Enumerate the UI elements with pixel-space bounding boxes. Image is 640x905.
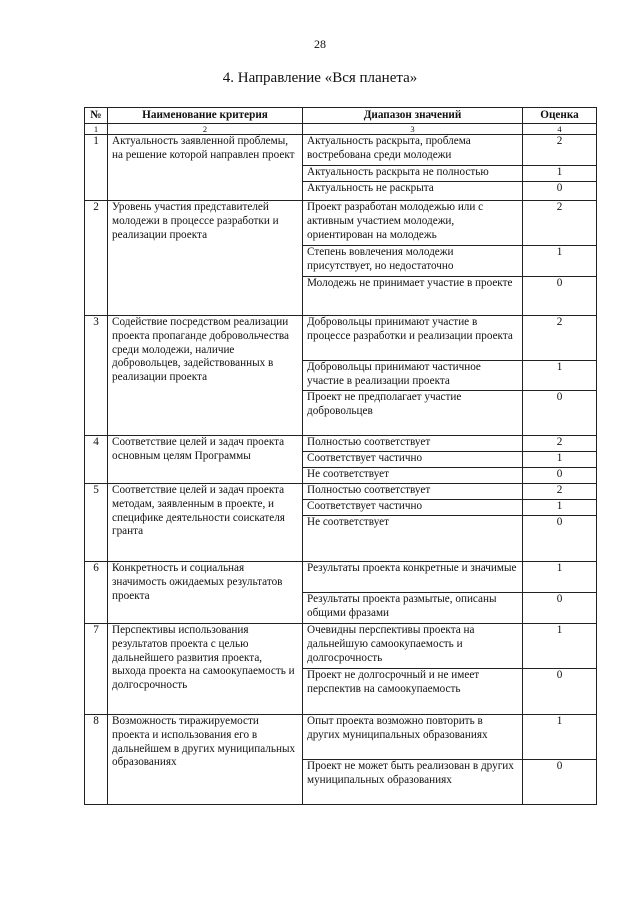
table-row bbox=[85, 135, 597, 166]
criterion-number: 5 bbox=[85, 484, 108, 562]
score-value: 1 bbox=[523, 562, 597, 593]
section-title: 4. Направление «Вся планета» bbox=[222, 70, 418, 86]
score-value: 1 bbox=[523, 715, 597, 760]
criterion-name: Актуальность заявленной проблемы, на решение которой направлен проект bbox=[108, 135, 303, 201]
value-range: Полностью соответствует bbox=[303, 436, 523, 452]
value-range: Актуальность раскрыта, проблема востребована среди молодежи bbox=[303, 135, 523, 166]
value-range: Не соответствует bbox=[303, 468, 523, 484]
column-number: 3 bbox=[303, 124, 523, 135]
score-value: 0 bbox=[523, 182, 597, 201]
header-criterion: Наименование критерия bbox=[108, 108, 303, 124]
criterion-number: 2 bbox=[85, 201, 108, 316]
table-header-row bbox=[85, 108, 597, 124]
criterion-name: Соответствие целей и задач проекта методам, заявленным в проекте, и специфике деятельности соискателя гранта bbox=[108, 484, 303, 562]
criteria-table bbox=[84, 107, 597, 805]
table-row bbox=[85, 436, 597, 452]
header-number: № bbox=[85, 108, 108, 124]
criterion-name: Конкретность и социальная значимость ожидаемых результатов проекта bbox=[108, 562, 303, 624]
score-value: 0 bbox=[523, 516, 597, 562]
score-value: 1 bbox=[523, 452, 597, 468]
criterion-name: Уровень участия представителей молодежи в процессе разработки и реализации проекта bbox=[108, 201, 303, 316]
page-number: 28 bbox=[314, 37, 326, 51]
score-value: 2 bbox=[523, 135, 597, 166]
value-range: Молодежь не принимает участие в проекте bbox=[303, 277, 523, 316]
score-value: 0 bbox=[523, 391, 597, 436]
score-value: 1 bbox=[523, 624, 597, 669]
value-range: Проект не долгосрочный и не имеет перспектив на самоокупаемость bbox=[303, 669, 523, 715]
value-range: Соответствует частично bbox=[303, 452, 523, 468]
criterion-name: Соответствие целей и задач проекта основным целям Программы bbox=[108, 436, 303, 484]
table-row bbox=[85, 562, 597, 593]
header-score: Оценка bbox=[523, 108, 597, 124]
header-range: Диапазон значений bbox=[303, 108, 523, 124]
value-range: Не соответствует bbox=[303, 516, 523, 562]
score-value: 0 bbox=[523, 468, 597, 484]
criterion-number: 6 bbox=[85, 562, 108, 624]
criterion-number: 8 bbox=[85, 715, 108, 805]
criteria-body bbox=[85, 135, 597, 805]
score-value: 1 bbox=[523, 361, 597, 391]
value-range: Проект не может быть реализован в других муниципальных образованиях bbox=[303, 760, 523, 805]
score-value: 1 bbox=[523, 246, 597, 277]
criterion-number: 4 bbox=[85, 436, 108, 484]
score-value: 0 bbox=[523, 593, 597, 624]
table-row bbox=[85, 484, 597, 500]
value-range: Очевидны перспективы проекта на дальнейшую самоокупаемость и долгосрочность bbox=[303, 624, 523, 669]
criterion-number: 7 bbox=[85, 624, 108, 715]
value-range: Добровольцы принимают участие в процессе разработки и реализации проекта bbox=[303, 316, 523, 361]
value-range: Результаты проекта размытые, описаны общими фразами bbox=[303, 593, 523, 624]
column-number: 1 bbox=[85, 124, 108, 135]
value-range: Добровольцы принимают частичное участие в реализации проекта bbox=[303, 361, 523, 391]
table-row bbox=[85, 201, 597, 246]
value-range: Актуальность раскрыта не полностью bbox=[303, 166, 523, 182]
criterion-name: Содействие посредством реализации проекта пропаганде добровольчества среди молодежи, наличие добровольцев, задействованных в реализации проекта bbox=[108, 316, 303, 436]
column-number-row bbox=[85, 124, 597, 135]
criterion-name: Перспективы использования результатов проекта с целью дальнейшего развития проекта, выхода проекта на самоокупаемость и долгосрочность bbox=[108, 624, 303, 715]
value-range: Проект не предполагает участие добровольцев bbox=[303, 391, 523, 436]
table-row bbox=[85, 715, 597, 760]
score-value: 0 bbox=[523, 760, 597, 805]
score-value: 2 bbox=[523, 316, 597, 361]
score-value: 2 bbox=[523, 201, 597, 246]
score-value: 2 bbox=[523, 484, 597, 500]
value-range: Результаты проекта конкретные и значимые bbox=[303, 562, 523, 593]
criterion-number: 3 bbox=[85, 316, 108, 436]
score-value: 0 bbox=[523, 669, 597, 715]
value-range: Опыт проекта возможно повторить в других муниципальных образованиях bbox=[303, 715, 523, 760]
column-number: 4 bbox=[523, 124, 597, 135]
value-range: Актуальность не раскрыта bbox=[303, 182, 523, 201]
criterion-name: Возможность тиражируемости проекта и использования его в дальнейшем в других муниципальных образованиях bbox=[108, 715, 303, 805]
value-range: Полностью соответствует bbox=[303, 484, 523, 500]
criterion-number: 1 bbox=[85, 135, 108, 201]
column-number: 2 bbox=[108, 124, 303, 135]
table-row bbox=[85, 316, 597, 361]
score-value: 1 bbox=[523, 166, 597, 182]
score-value: 2 bbox=[523, 436, 597, 452]
score-value: 1 bbox=[523, 500, 597, 516]
value-range: Степень вовлечения молодежи присутствует, но недостаточно bbox=[303, 246, 523, 277]
score-value: 0 bbox=[523, 277, 597, 316]
value-range: Проект разработан молодежью или с активным участием молодежи, ориентирован на молодежь bbox=[303, 201, 523, 246]
value-range: Соответствует частично bbox=[303, 500, 523, 516]
table-row bbox=[85, 624, 597, 669]
